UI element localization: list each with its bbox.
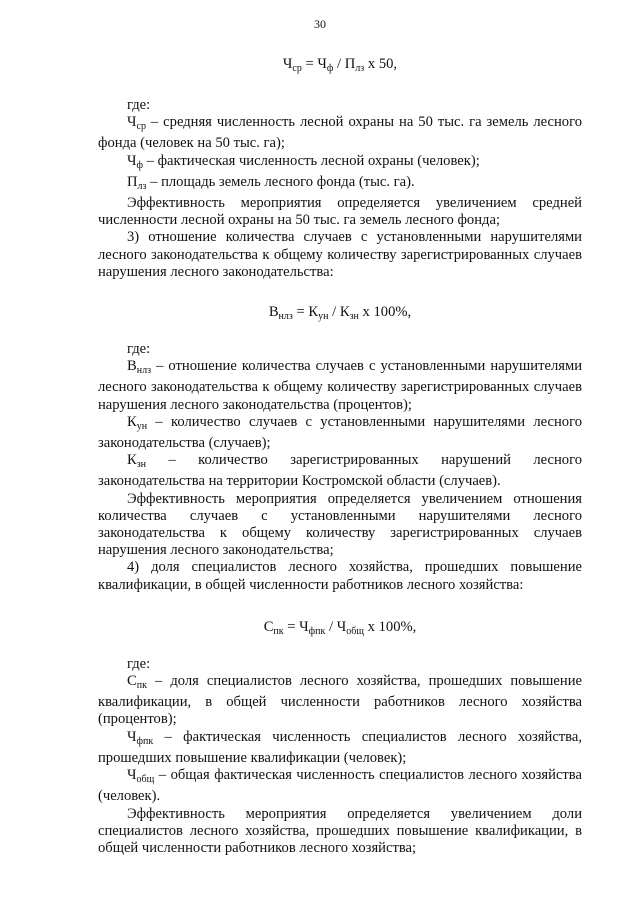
formula-symbol: Ч [282,56,293,72]
definition-text: – средняя численность лесной охраны на 50 тыс. га земель лесного фонда (человек на 50 тыс. га); [98,114,582,152]
definition-item [98,673,582,729]
definition-symbol: Ч [127,728,137,745]
formula-subscript: ун [318,311,329,323]
formula-average-staff [98,55,582,73]
where-label: где: [127,341,151,358]
definition-text: – фактическая численность специалистов лесного хозяйства, прошедших повышение квалификации (человек); [98,728,582,766]
where-label: где: [127,655,151,672]
paragraph: 3) отношение количества случаев с установленными нарушителями лесного законодательства к общему количеству зарегистрированных случаев нарушения лесного законодательства: [98,229,582,280]
formula-subscript: нлз [278,311,293,323]
formula-subscript: общ [346,625,364,637]
definition-subscript: зн [136,459,147,471]
formula-subscript: зн [349,311,359,323]
definition-symbol: П [127,173,138,190]
formula-symbol: = К [292,304,319,321]
definition-text: – общая фактическая численность специалистов лесного хозяйства (человек). [98,767,582,805]
definition-item [98,358,582,414]
definition-symbol: Ч [127,152,137,169]
formula-subscript: лз [355,63,365,74]
formula-subscript: ф [326,63,334,74]
paragraph: Эффективность мероприятия определяется увеличением доли специалистов лесного хозяйства, прошедших повышение квалификации, в общей численности работников лесного хозяйства; [98,805,582,856]
page-number: 30 [314,17,326,31]
where-label: где: [127,97,151,113]
definition-subscript: ф [136,159,143,171]
formula-symbol: В [268,304,279,321]
formula-subscript: ср [292,63,302,74]
definition-item [98,452,582,490]
definition-item [98,729,582,767]
formula-tail: х 50, [364,56,398,72]
definition-text: – площадь земель лесного фонда (тыс. га). [146,173,415,190]
formula-symbol: / Ч [325,618,347,635]
formula-symbol: = Ч [283,618,309,635]
formula-symbol: = Ч [301,56,327,72]
definition-text: – количество зарегистрированных нарушений лесного законодательства на территории Костромской области (случаев). [98,452,582,490]
formula-subscript: пк [273,625,284,637]
definition-text: – количество случаев с установленными нарушителями лесного законодательства (случаев); [98,413,582,452]
definition-subscript: пк [136,680,147,692]
definition-subscript: фпк [136,735,154,747]
definition-subscript: ун [136,420,148,432]
document-body [98,55,582,857]
definition-text: – отношение количества случаев с установленными нарушителями лесного законодательства к общему количеству зарегистрированных случаев нарушения лесного законодательства (процентов); [98,358,582,413]
definition-item [98,153,582,174]
definition-item [98,174,582,195]
definition-text: – доля специалистов лесного хозяйства, прошедших повышение квалификации, в общей численности работников лесного хозяйства (процентов); [98,673,582,728]
definition-text: – фактическая численность лесной охраны (человек); [142,152,480,169]
formula-qualified-share [98,618,582,636]
formula-symbol: С [263,618,274,635]
definition-symbol: С [127,673,137,690]
definition-symbol: К [127,413,137,430]
formula-symbol: / К [328,304,350,321]
definition-item [98,767,582,805]
paragraph: Эффективность мероприятия определяется увеличением отношения количества случаев с установленными нарушителями лесного законодательства к общему количеству зарегистрированных случаев нарушения лесного законодательства; [98,490,582,559]
formula-tail: х 100%, [358,304,412,321]
paragraph: 4) доля специалистов лесного хозяйства, прошедших повышение квалификации, в общей численности работников лесного хозяйства: [98,559,582,593]
formula-symbol: / П [333,56,356,72]
definition-item [98,114,582,152]
formula-violations-ratio [98,303,582,321]
definition-symbol: К [127,452,137,469]
definition-symbol: Ч [127,767,137,784]
definition-subscript: лз [137,180,147,192]
paragraph: Эффективность мероприятия определяется увеличением средней численности лесной охраны на 50 тыс. га земель лесного фонда; [98,195,582,229]
formula-tail: х 100%, [364,618,417,635]
formula-subscript: фпк [308,625,326,637]
definition-symbol: В [127,358,137,375]
definition-item [98,414,582,452]
definition-symbol: Ч [127,114,137,131]
definition-subscript: ср [136,121,146,133]
definition-subscript: нлз [136,365,152,377]
definition-subscript: общ [136,774,155,786]
